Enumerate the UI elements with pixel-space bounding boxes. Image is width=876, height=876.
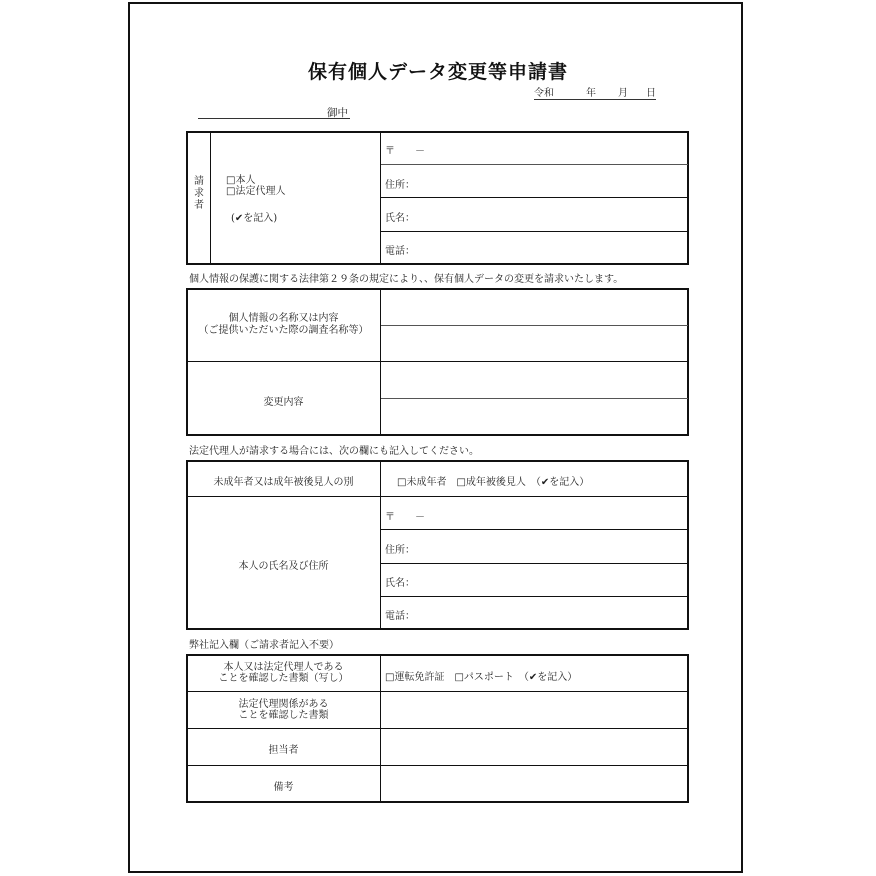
requester-address-field[interactable]: 住所： [385,180,415,191]
requester-phone-field[interactable]: 電話： [385,246,415,257]
date-era: 令和 [534,84,560,100]
requester-check-note: (✔を記入) [231,213,278,224]
agent-note: 法定代理人が請求する場合には、次の欄にも記入してください。 [189,446,479,457]
principal-phone-field[interactable]: 電話： [385,611,415,622]
date-day: 日 [628,84,656,100]
principal-name-address-label: 本人の氏名及び住所 [238,561,329,572]
addressee-suffix: 御中 [327,107,348,119]
principal-address-field[interactable]: 住所： [385,545,415,556]
requester-name-field[interactable]: 氏名： [385,213,415,224]
info-item-label: 個人情報の名称又は内容 （ご提供いただいた際の調査名称等） [198,313,369,336]
info-item-field[interactable] [381,289,688,361]
requester-table [186,131,689,265]
requester-postal-field[interactable]: 〒 － [385,146,425,157]
minor-ward-options[interactable]: □未成年者 □成年被後見人 （✔を記入） [397,477,590,488]
staff-label: 担当者 [268,745,299,756]
staff-field[interactable] [381,729,688,765]
agency-docs-field[interactable] [381,692,688,728]
identity-docs-label: 本人又は法定代理人である ことを確認した書類（写し） [218,662,349,684]
identity-docs-options[interactable]: □運転免許証 □パスポート （✔を記入） [385,672,578,683]
legal-statement: 個人情報の保護に関する法律第２９条の規定により、、保有個人データの変更を請求いたします。 [189,274,624,285]
option-self[interactable]: □本人 [226,175,256,186]
remarks-label: 備考 [273,782,294,793]
office-note: 弊社記入欄（ご請求者記入不要） [189,640,339,651]
requester-type-options[interactable] [226,175,285,197]
change-content-field[interactable] [381,362,688,435]
agency-docs-label: 法定代理関係がある ことを確認した書類 [238,699,329,721]
date-month: 月 [596,84,628,100]
principal-name-field[interactable]: 氏名： [385,578,415,589]
option-agent[interactable]: □法定代理人 [226,186,286,197]
date-line [534,84,656,100]
minor-ward-label: 未成年者又は成年被後見人の別 [213,477,354,488]
change-content-label: 変更内容 [263,397,304,408]
date-year: 年 [560,84,596,100]
remarks-field[interactable] [381,766,688,802]
requester-side-label: 請 求 者 [194,176,204,211]
principal-postal-field[interactable]: 〒 － [385,512,425,523]
document-title: 保有個人データ変更等申請書 [307,61,568,83]
